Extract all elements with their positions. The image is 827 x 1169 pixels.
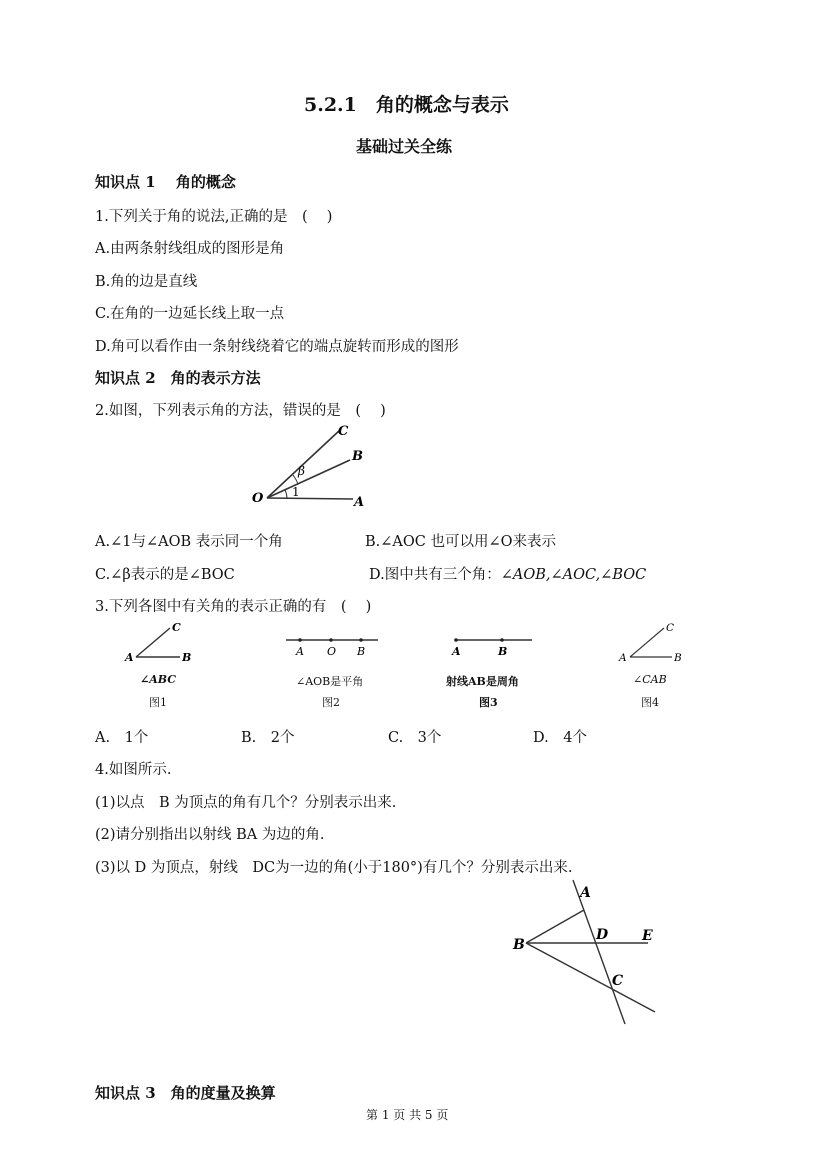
q3-option-d: D. 4个 (533, 730, 587, 746)
q2-angle-figure (240, 418, 380, 513)
label-angle-beta: β (298, 464, 305, 478)
label-a: A (354, 495, 365, 510)
fig1-label-b: B (182, 651, 192, 664)
q3-fig4-caption: ∠CAB (633, 673, 667, 686)
label-c: C (612, 973, 624, 989)
ray-bc (526, 943, 655, 1012)
q3-figure-4 (612, 618, 692, 668)
q4-part-2: (2)请分别指出以射线 BA 为边的角. (95, 827, 325, 843)
q1-option-d: D.角可以看作由一条射线绕着它的端点旋转而形成的图形 (95, 339, 459, 355)
ray-ob (267, 460, 350, 498)
q2-option-d-math: ∠AOB,∠AOC,∠BOC (500, 567, 647, 583)
q1-option-b: B.角的边是直线 (95, 274, 198, 290)
q2-option-b: B.∠AOC 也可以用∠O来表示 (365, 534, 557, 550)
fig2-point-a (298, 638, 302, 642)
q3-fig2-caption: ∠AOB是平角 (296, 675, 364, 688)
q3-fig4-number: 图4 (641, 696, 659, 709)
fig2-label-a: A (296, 645, 304, 658)
section-heading-3: 知识点 3 角的度量及换算 (95, 1084, 276, 1102)
q1-stem: 1.下列关于角的说法,正确的是 ( ) (95, 209, 333, 225)
section-heading-2: 知识点 2 角的表示方法 (95, 369, 261, 387)
q3-fig1-number: 图1 (149, 696, 167, 709)
q4-stem: 4.如图所示. (95, 762, 172, 778)
fig3-label-a: A (452, 645, 461, 658)
fig3-label-b: B (498, 645, 508, 658)
fig1-label-c: C (172, 621, 181, 634)
q3-fig2-number: 图2 (322, 696, 340, 709)
label-d: D (596, 927, 609, 943)
label-a: A (580, 885, 591, 901)
section-heading-1: 知识点 1 角的概念 (95, 173, 236, 191)
fig4-ray-ac (630, 628, 664, 657)
page-footer: 第 1 页 共 5 页 (366, 1108, 449, 1122)
q3-fig1-caption: ∠ABC (140, 673, 177, 686)
label-c: C (338, 424, 349, 439)
fig1-label-a: A (125, 651, 134, 664)
label-e: E (642, 928, 653, 944)
q2-option-d-prefix: D.图中共有三个角： (369, 567, 501, 583)
fig1-ray-ac (136, 628, 170, 657)
q2-option-c: C.∠β表示的是∠BOC (95, 567, 235, 583)
label-b: B (513, 937, 525, 953)
page-subtitle: 基础过关全练 (356, 137, 453, 156)
q1-option-c: C.在角的一边延长线上取一点 (95, 306, 285, 322)
q3-stem: 3.下列各图中有关角的表示正确的有 ( ) (95, 599, 372, 615)
q3-option-c: C. 3个 (388, 730, 442, 746)
q3-option-a: A. 1个 (95, 730, 149, 746)
fig3-point-a (454, 638, 458, 642)
fig4-label-b: B (674, 652, 682, 664)
fig2-label-o: O (327, 645, 337, 658)
fig2-label-b: B (357, 645, 366, 658)
page-title: 5.2.1 角的概念与表示 (304, 94, 509, 116)
q2-stem: 2.如图，下列表示角的方法，错误的是 ( ) (95, 403, 386, 419)
fig4-label-c: C (666, 622, 675, 634)
q4-part-1: (1)以点 B 为顶点的角有几个？分别表示出来. (95, 795, 397, 811)
q3-fig3-number: 图3 (479, 696, 498, 709)
fig2-point-o (329, 638, 333, 642)
label-o: O (252, 491, 264, 506)
fig3-point-b (500, 638, 504, 642)
ray-oa (267, 498, 353, 499)
label-b: B (352, 449, 363, 464)
q4-geometry-figure (508, 876, 668, 1026)
label-angle-1: 1 (292, 485, 300, 499)
q2-option-d (369, 563, 646, 584)
q1-option-a: A.由两条射线组成的图形是角 (95, 241, 285, 257)
q4-part-3: (3)以 D 为顶点，射线 DC为一边的角(小于180°)有几个？分别表示出来. (95, 860, 573, 876)
ray-ba (526, 910, 584, 943)
q3-option-b: B. 2个 (241, 730, 295, 746)
q3-figure-3 (446, 630, 536, 660)
fig2-point-b (359, 638, 363, 642)
q3-fig3-caption: 射线AB是周角 (446, 675, 519, 688)
q3-figure-2 (282, 630, 382, 660)
line-ac (573, 880, 625, 1024)
q2-option-a: A.∠1与∠AOB 表示同一个角 (95, 534, 283, 550)
arc-angle-1 (285, 490, 287, 498)
q3-figure-1 (120, 618, 200, 668)
fig4-label-a: A (619, 652, 627, 664)
